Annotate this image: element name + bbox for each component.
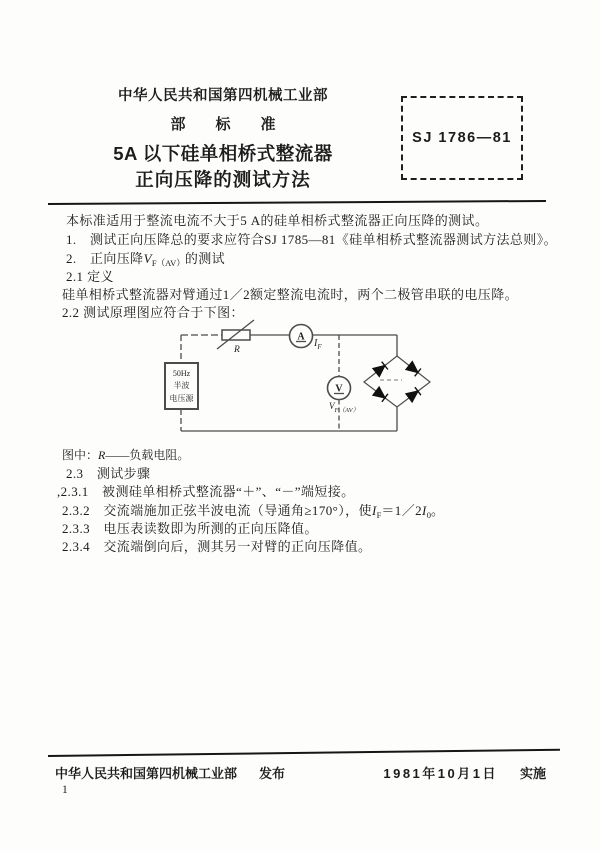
step-2-3-2-text: 2.3.2 交流端施加正弦半波电流（导通角≥170°），使 xyxy=(62,503,372,518)
standard-number: SJ 1786—81 xyxy=(412,130,512,146)
implementation-date: 1981年10月1日 xyxy=(383,766,498,781)
source-label-line2: 半波 xyxy=(173,381,190,390)
publish-word: 发布 xyxy=(259,766,286,781)
ammeter-current-label xyxy=(313,338,322,351)
footer-publisher xyxy=(55,763,285,782)
io-symbol-inline: I xyxy=(422,503,427,518)
standard-title-line1: 5A 以下硅单相桥式整流器 xyxy=(113,143,333,164)
standard-title-line2: 正向压降的测试方法 xyxy=(135,169,311,190)
step-2-3-1: ,2.3.1 被测硅单相桥式整流器“＋”、“－”端短接。 xyxy=(57,484,355,499)
clause-1: 1. 测试正向压降总的要求应符合SJ 1785—81《硅单相桥式整流器测试方法总则》。 xyxy=(66,232,557,247)
clause-2-3-heading: 2.3 测试步骤 xyxy=(66,466,151,481)
ammeter-face-label: A xyxy=(297,331,305,343)
test-circuit-diagram xyxy=(150,318,460,444)
figure-note-tail: ——负载电阻。 xyxy=(105,448,190,462)
if-subscript: F xyxy=(317,343,322,351)
step-2-3-3: 2.3.3 电压表读数即为所测的正向压降值。 xyxy=(62,521,318,536)
step-2-3-2-equation: ＝1／2 xyxy=(381,503,423,518)
footer-dates xyxy=(383,763,546,782)
step-2-3-2 xyxy=(62,500,444,520)
intro-paragraph: 本标准适用于整流电流不大于5 A的硅单相桥式整流器正向压降的测试。 xyxy=(66,213,489,228)
standard-number-box xyxy=(401,96,523,180)
ministry-name: 中华人民共和国第四机械工业部 xyxy=(118,88,328,104)
header-divider-rule xyxy=(48,200,546,205)
load-resistor xyxy=(222,330,250,340)
vf-subscript: F（AV） xyxy=(151,258,185,268)
bridge-rectifier-icon xyxy=(364,356,430,407)
figure-note-symbol: R xyxy=(98,448,106,462)
if-symbol-inline: I xyxy=(371,503,377,518)
source-label-line3: 电压源 xyxy=(169,394,194,403)
if-symbol: I xyxy=(314,338,318,349)
implement-word: 实施 xyxy=(519,766,546,781)
doc-type-label: 部 标 准 xyxy=(170,116,276,133)
vf-symbol: V xyxy=(143,251,152,266)
publisher-name: 中华人民共和国第四机械工业部 xyxy=(55,766,238,781)
voltmeter-face-label: V xyxy=(335,383,343,395)
source-label-line1: 50Hz xyxy=(172,369,191,378)
clause-2-text: 2. 正向压降 xyxy=(66,251,144,266)
step-2-3-2-tail: 。 xyxy=(431,503,445,518)
if-subscript-inline: F xyxy=(376,510,382,520)
step-2-3-4: 2.3.4 交流端倒向后，测其另一对臂的正向压降值。 xyxy=(62,539,372,554)
figure-note xyxy=(62,446,189,463)
vfav-subscript: F（AV） xyxy=(334,407,360,414)
bridge-diodes xyxy=(373,362,421,402)
page-number: 1 xyxy=(62,784,68,796)
vfav-symbol: V xyxy=(329,401,335,411)
definition-paragraph: 硅单相桥式整流器对臂通过1／2额定整流电流时，两个二极管串联的电压降。 xyxy=(62,287,519,302)
clause-2-2-heading: 2.2 测试原理图应符合于下图： xyxy=(62,305,244,320)
resistor-label: R xyxy=(234,345,240,355)
clause-2-1-heading: 2.1 定义 xyxy=(66,269,114,284)
figure-note-prefix: 图中： xyxy=(62,448,99,462)
footer-divider-rule xyxy=(48,749,560,757)
io-subscript-inline: 0 xyxy=(426,510,431,520)
clause-2-tail: 的测试 xyxy=(184,251,226,266)
voltmeter-reading-label xyxy=(329,401,359,414)
circuit-svg xyxy=(150,318,460,444)
